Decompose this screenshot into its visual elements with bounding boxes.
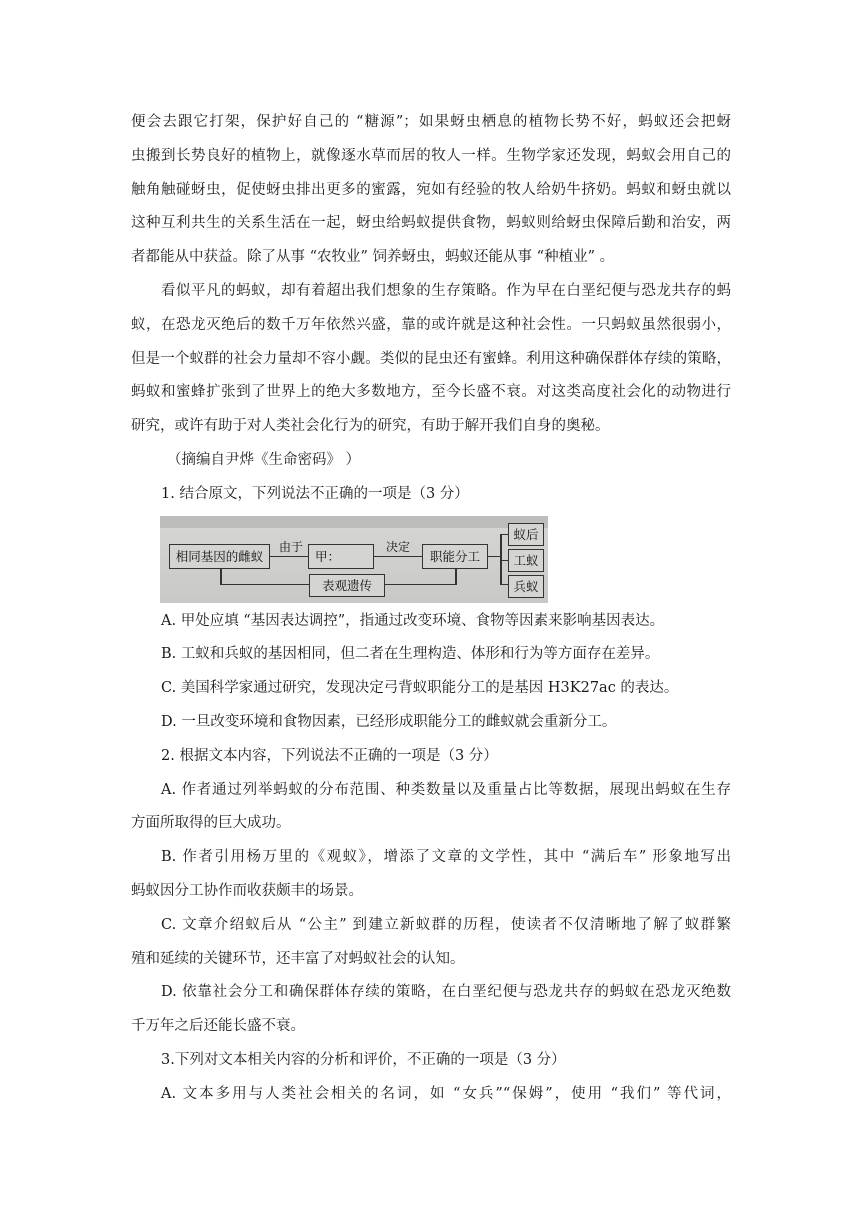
diagram-connector xyxy=(500,560,508,562)
text-line: 蚂蚁和蜜蜂扩张到了世界上的绝大多数地方，至今长盛不衰。对这类高度社会化的动物进行 xyxy=(131,384,731,401)
text-line: 这种互利共生的关系生活在一起，蚜虫给蚂蚁提供食物，蚂蚁则给蚜虫保障后勤和治安，两 xyxy=(131,215,731,232)
question-1-stem: 1. 结合原文，下列说法不正确的一项是（3 分） xyxy=(161,485,469,502)
diagram-bracket xyxy=(500,534,502,584)
diagram-box-jia: 甲： xyxy=(308,544,374,569)
option-b: B. 作者引用杨万里的《观蚁》，增添了文章的文学性，其中 “满后车” 形象地写出 xyxy=(161,849,731,866)
diagram-box-start: 相同基因的雌蚁 xyxy=(169,544,270,569)
question-2-options xyxy=(131,774,731,1044)
source-citation: （摘编自尹烨《生命密码》 ） xyxy=(167,451,361,468)
caste-differentiation-diagram xyxy=(160,516,548,603)
diagram-arrow-line xyxy=(374,556,422,558)
diagram-caste-soldier: 兵蚁 xyxy=(508,575,544,598)
option-a: A. 作者通过列举蚂蚁的分布范围、种类数量以及重量占比等数据，展现出蚂蚁在生存 xyxy=(161,781,731,798)
text-line: 研究，或许有助于对人类社会化行为的研究，有助于解开我们自身的奥秘。 xyxy=(131,418,610,435)
option-c: C. 文章介绍蚁后从 “公主” 到建立新蚁群的历程，使读者不仅清晰地了解了蚁群繁 xyxy=(161,916,731,933)
text-line: 便会去跟它打架，保护好自己的 “糖源”；如果蚜虫栖息的植物长势不好，蚂蚁还会把蚜 xyxy=(131,114,731,130)
diagram-connector xyxy=(220,569,222,585)
option-d: D. 依靠社会分工和确保群体存续的策略，在白垩纪便与恐龙共存的蚂蚁在恐龙灭绝数 xyxy=(161,984,731,1001)
option-a: A. 文本多用与人类社会相关的名词，如 “女兵”“保姆”，使用 “我们” 等代词， xyxy=(161,1085,731,1102)
diagram-label-decide: 决定 xyxy=(386,539,411,554)
option-d: D. 一旦改变环境和食物因素，已经形成职能分工的雌蚁就会重新分工。 xyxy=(161,713,617,730)
diagram-connector xyxy=(385,584,455,586)
diagram-arrow-line xyxy=(270,556,308,558)
text-line: 虫搬到长势良好的植物上，就像逐水草而居的牧人一样。生物学家还发现，蚂蚁会用自己的 xyxy=(131,147,731,164)
option-a-cont: 方面所取得的巨大成功。 xyxy=(131,815,291,832)
question-1-options xyxy=(131,605,731,740)
diagram-connector xyxy=(500,534,508,536)
question-3-stem: 3.下列对文本相关内容的分析和评价，不正确的一项是（3 分） xyxy=(161,1051,566,1068)
text-line: 蚁，在恐龙灭绝后的数千万年依然兴盛，靠的或许就是这种社会性。一只蚂蚁虽然很弱小， xyxy=(131,316,731,333)
option-c-cont: 殖和延续的关键环节，还丰富了对蚂蚁社会的认知。 xyxy=(131,950,465,967)
option-b: B. 工蚁和兵蚁的基因相同，但二者在生理构造、体形和行为等方面存在差异。 xyxy=(161,646,660,663)
text-line: 但是一个蚁群的社会力量却不容小觑。类似的昆虫还有蜜蜂。利用这种确保群体存续的策略， xyxy=(131,350,731,367)
scan-shadow xyxy=(160,516,548,528)
text-line: 者都能从中获益。除了从事 “农牧业” 饲养蚜虫，蚂蚁还能从事 “种植业” 。 xyxy=(131,249,615,266)
diagram-label-due-to: 由于 xyxy=(279,539,304,554)
text-line: 看似平凡的蚂蚁，却有着超出我们想象的生存策略。作为早在白垩纪便与恐龙共存的蚂 xyxy=(161,282,731,299)
diagram-connector xyxy=(488,556,500,558)
option-b-cont: 蚂蚁因分工协作而收获颇丰的场景。 xyxy=(131,882,363,899)
diagram-box-division: 职能分工 xyxy=(422,544,488,569)
paragraph-1 xyxy=(131,106,731,275)
text-line: 触角触碰蚜虫，促使蚜虫排出更多的蜜露，宛如有经验的牧人给奶牛挤奶。蚂蚁和蚜虫就以 xyxy=(131,181,731,198)
option-a: A. 甲处应填 “基因表达调控”，指通过改变环境、食物等因素来影响基因表达。 xyxy=(161,612,665,629)
option-c: C. 美国科学家通过研究，发现决定弓背蚁职能分工的是基因 H3K27ac 的表达。 xyxy=(161,680,679,697)
diagram-box-epigenetic: 表观遗传 xyxy=(309,574,385,597)
diagram-connector xyxy=(220,584,309,586)
option-d-cont: 千万年之后还能长盛不衰。 xyxy=(131,1018,305,1035)
question-2-stem: 2. 根据文本内容，下列说法不正确的一项是（3 分） xyxy=(161,747,498,764)
diagram-connector xyxy=(455,569,457,585)
paragraph-2 xyxy=(131,275,731,444)
diagram-caste-worker: 工蚁 xyxy=(508,549,544,572)
document-body xyxy=(131,106,731,1112)
diagram-connector xyxy=(500,584,508,586)
diagram-caste-queen: 蚁后 xyxy=(508,523,544,546)
